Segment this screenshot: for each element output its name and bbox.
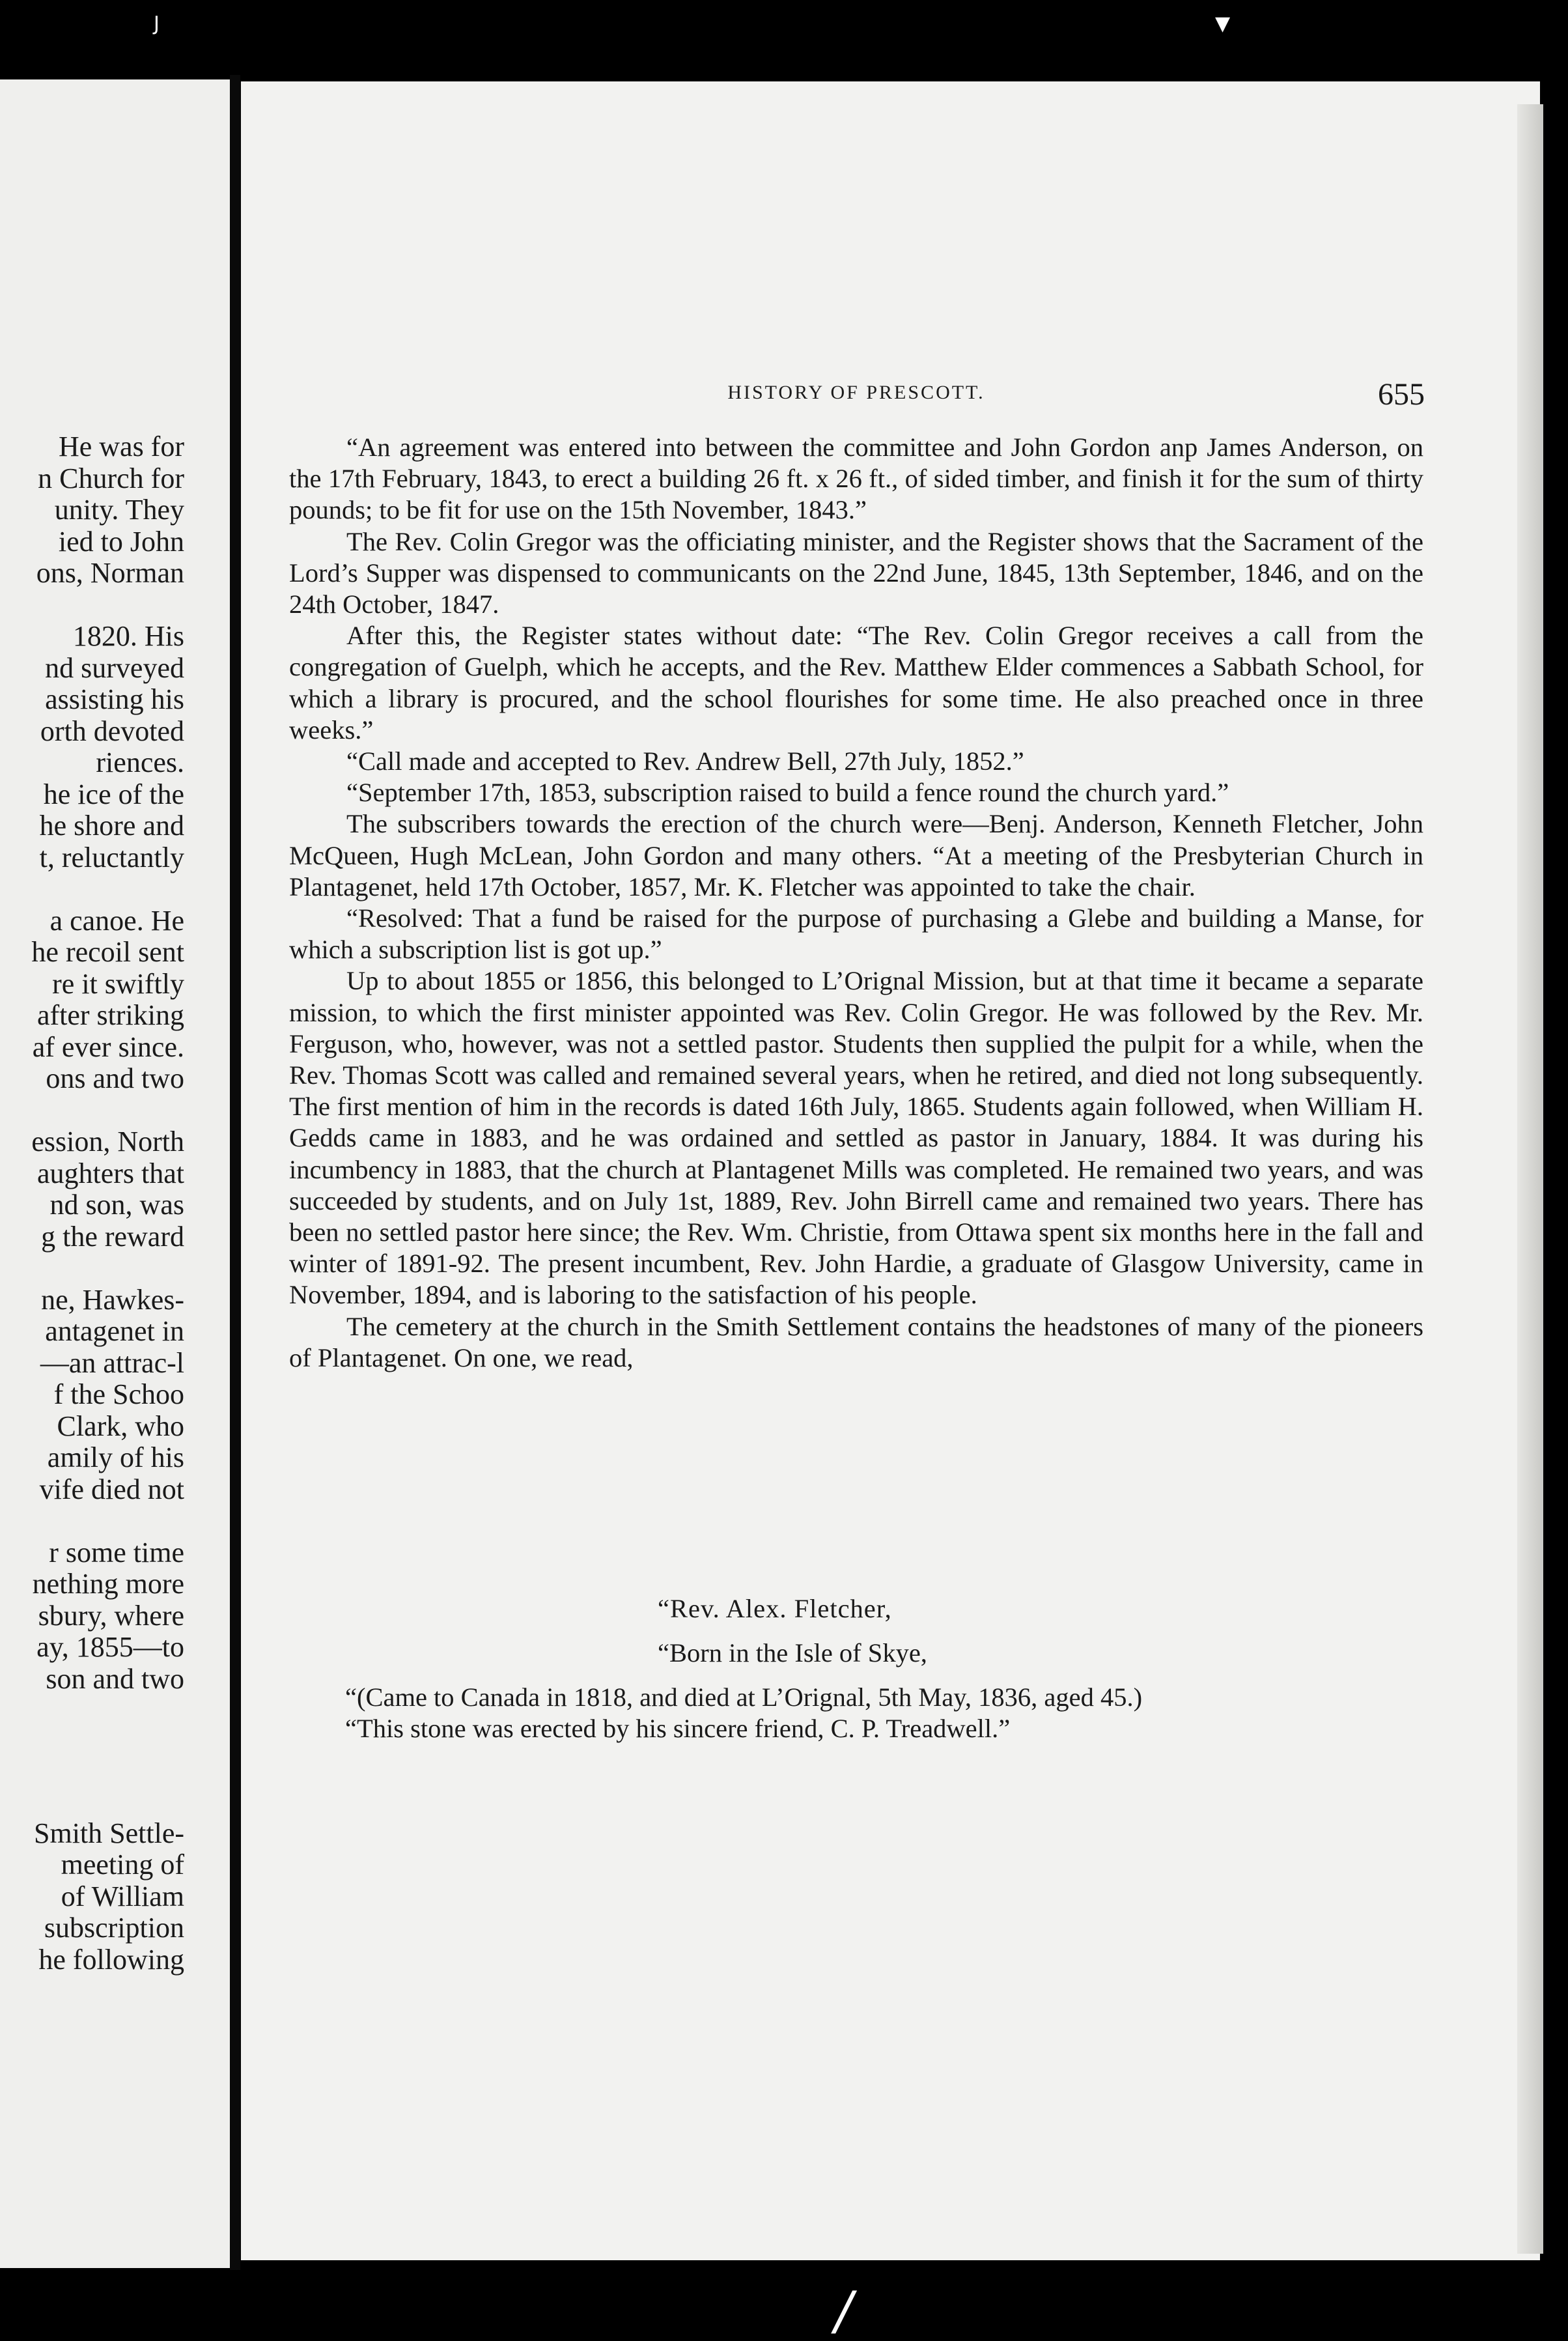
facing-page-line: n Church for xyxy=(38,462,184,494)
facing-page-gap xyxy=(0,1253,184,1284)
facing-page-line: a canoe. He xyxy=(49,904,184,937)
facing-page-line: unity. They xyxy=(54,494,184,526)
facing-page-line: aughters that xyxy=(36,1157,184,1189)
body-text xyxy=(289,432,1423,1374)
facing-page-line: re it swiftly xyxy=(52,967,184,1000)
facing-page-line: he recoil sent xyxy=(31,936,184,968)
paragraph-resolved: “Resolved: That a fund be raised for the purpose of purchasing a Glebe and building a Manse, for which a subscription list is got up.” xyxy=(289,903,1423,965)
facing-page-line: subscription xyxy=(44,1912,184,1944)
facing-page-line: ied to John xyxy=(58,525,184,558)
facing-page-fragment xyxy=(0,79,231,2268)
facing-page-gap xyxy=(0,1695,184,1727)
paragraph-andrew-bell: “Call made and accepted to Rev. Andrew Bell, 27th July, 1852.” xyxy=(346,746,1024,776)
facing-page-line: he shore and xyxy=(39,810,184,842)
paragraph-agreement: “An agreement was entered into between the committee and John Gordon anp James Anderson, on the 17th February, 1843, to erect a building 26 ft. x 26 ft., of sided timber, and finish it for the sum of thirty pounds; to be fit for use on the 15th November, 1843.” xyxy=(289,433,1423,525)
facing-page-line: nd son, was xyxy=(49,1189,184,1221)
facing-page-line: nd surveyed xyxy=(45,651,184,684)
facing-page-line: amily of his xyxy=(47,1441,184,1473)
paragraph-fence: “September 17th, 1853, subscription raised to build a fence round the church yard.” xyxy=(346,778,1229,808)
facing-page-line: sbury, where xyxy=(38,1599,184,1632)
epitaph-line-2: “Born in the Isle of Skye, xyxy=(658,1638,927,1667)
facing-page-line: f the Schoo xyxy=(53,1378,184,1410)
paragraph-cemetery: The cemetery at the church in the Smith Settlement contains the headstones of many of the pioneers of Plantagenet. On one, we read, xyxy=(289,1311,1423,1372)
paragraph-subscribers: The subscribers towards the erection of the church were—Benj. Anderson, Kenneth Fletcher, John McQueen, Hugh McLean, John Gordon and many others. “At a meeting of the Presbyterian Church in Plantagenet, held 17th October, 1857, Mr. K. Fletcher was appointed to take the chair. xyxy=(289,809,1423,901)
running-title: HISTORY OF PRESCOTT. xyxy=(727,382,985,403)
facing-page-line: Smith Settle- xyxy=(34,1817,184,1849)
page-edge-shadow xyxy=(1517,104,1543,2254)
facing-page-line: Clark, who xyxy=(57,1410,184,1442)
epitaph-line-3: “(Came to Canada in 1818, and died at L’Orignal, 5th May, 1836, aged 45.) xyxy=(345,1682,1143,1712)
facing-page-text xyxy=(0,431,184,1976)
facing-page-line: r some time xyxy=(49,1536,184,1568)
facing-page-gap xyxy=(0,1505,184,1537)
scan-mark-right: ▼ xyxy=(1215,12,1231,35)
facing-page-line: son and two xyxy=(46,1662,184,1695)
facing-page-line: af ever since. xyxy=(32,1030,184,1063)
facing-page-line: orth devoted xyxy=(40,715,184,747)
scan-mark-bottom: / xyxy=(835,2280,852,2341)
facing-page-line: after striking xyxy=(36,999,184,1031)
paragraph-mission-history: Up to about 1855 or 1856, this belonged to L’Orignal Mission, but at that time it became a separate mission, to which the first minister appointed was Rev. Colin Gregor. He was followed by the Rev. Mr. Ferguson, who, however, was not a settled pastor. Students then supplied the pulpit for a while, when the Rev. Thomas Scott was called and remained several years, when he retired, and died not long subsequently. The first mention of him in the records is dated 16th July, 1865. Students again followed, when William H. Gedds came in 1883, and he was ordained and settled as pastor in January, 1884. It was during his incumbency in 1883, that the church at Plantagenet Mills was completed. He remained two years, and was succeeded by students, and on July 1st, 1889, Rev. John Birrell came and remained two years. There has been no settled pastor here since; the Rev. Wm. Christie, from Ottawa spent six months here in the fall and winter of 1891-92. The present incumbent, Rev. John Hardie, a graduate of Glasgow University, came in November, 1894, and is laboring to the satisfaction of his people. xyxy=(289,966,1423,1310)
facing-page-line: t, reluctantly xyxy=(39,841,184,873)
facing-page-line: vife died not xyxy=(39,1473,184,1505)
facing-page-gap xyxy=(0,873,184,905)
facing-page-line: antagenet in xyxy=(45,1315,184,1347)
facing-page-line: —an attrac-l xyxy=(40,1346,184,1379)
facing-page-line: 1820. His xyxy=(72,620,184,652)
facing-page-line: ne, Hawkes- xyxy=(41,1283,184,1316)
facing-page-line: he following xyxy=(38,1943,184,1976)
facing-page-line: nething more xyxy=(32,1568,184,1600)
facing-page-line: riences. xyxy=(96,746,184,778)
facing-page-line: assisting his xyxy=(45,683,184,715)
facing-page-line: g the reward xyxy=(41,1220,184,1253)
paragraph-guelph-call: After this, the Register states without date: “The Rev. Colin Gregor receives a call from the congregation of Guelph, which he accepts, and the Rev. Matthew Elder commences a Sabbath School, for which a library is procured, and the school flourishes for some time. He also preached once in three weeks.” xyxy=(289,621,1423,745)
page-header xyxy=(289,376,1423,416)
page-number: 655 xyxy=(1378,377,1425,412)
facing-page-line: ons and two xyxy=(46,1062,184,1094)
facing-page-line: He was for xyxy=(58,431,184,462)
facing-page-gap xyxy=(0,589,184,621)
facing-page-line: ay, 1855—to xyxy=(36,1631,184,1663)
facing-page-line: of William xyxy=(61,1880,184,1912)
facing-page-line: meeting of xyxy=(61,1849,184,1880)
epitaph-line-4: “This stone was erected by his sincere friend, C. P. Treadwell.” xyxy=(345,1714,1011,1743)
facing-page-gap xyxy=(0,1727,184,1818)
facing-page-line: he ice of the xyxy=(43,778,184,810)
epitaph-line-1: “Rev. Alex. Fletcher, xyxy=(658,1594,892,1623)
facing-page-line: ons, Norman xyxy=(36,557,184,589)
paragraph-gregor-register: The Rev. Colin Gregor was the officiating minister, and the Register shows that the Sacrament of the Lord’s Supper was dispensed to communicants on the 22nd June, 1845, 13th September, 1846, and on the 24th October, 1847. xyxy=(289,526,1423,619)
facing-page-line: ession, North xyxy=(31,1126,184,1157)
book-gutter xyxy=(230,75,240,2270)
scan-mark-left: J xyxy=(154,12,160,35)
facing-page-gap xyxy=(0,1095,184,1127)
